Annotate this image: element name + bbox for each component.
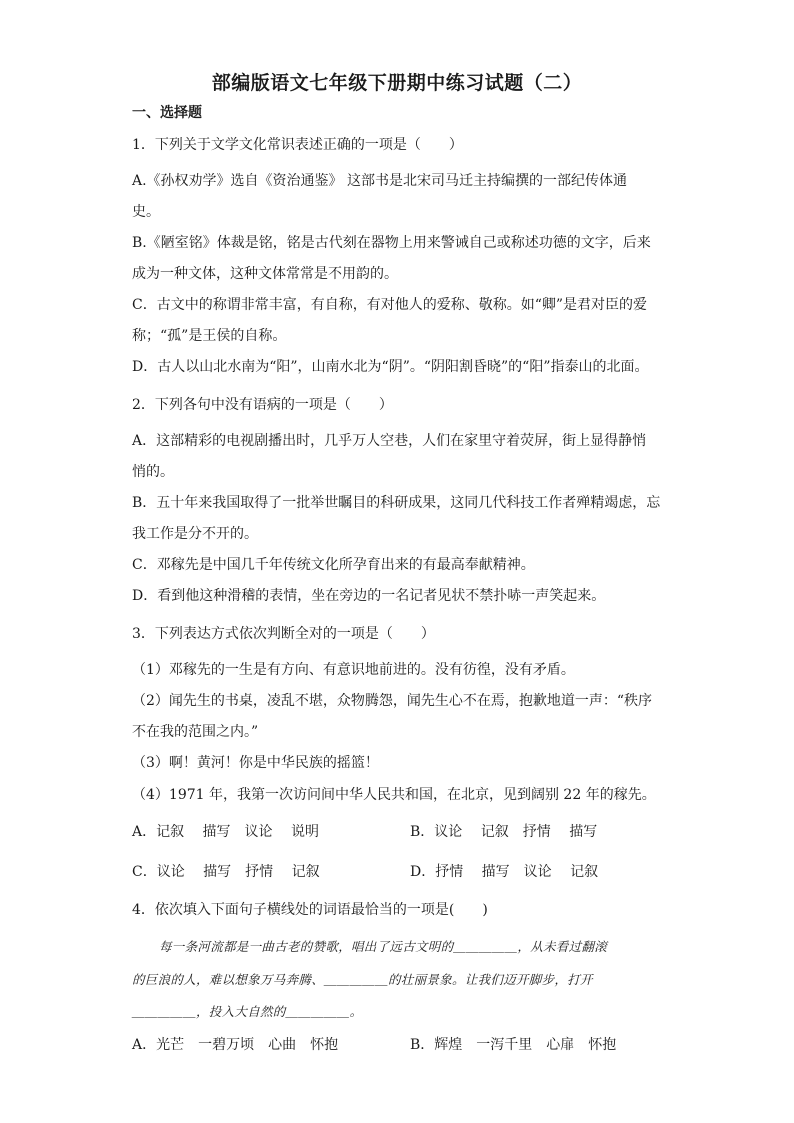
question-1-stem: 1．下列关于文学文化常识表述正确的一项是（ ）: [132, 137, 463, 153]
question-3-option-c: C．议论 描写 抒情 记叙: [132, 864, 320, 880]
question-3-sentence-1: （1）邓稼先的一生是有方向、有意识地前进的。没有彷徨，没有矛盾。: [132, 662, 575, 678]
question-2-option-a-cont: 悄的。: [132, 464, 174, 480]
question-4-option-b: B．辉煌 一泻千里 心扉 怀抱: [410, 1037, 617, 1053]
question-1-option-b: B.《陋室铭》体裁是铭，铭是古代刻在器物上用来警诫自己或称述功德的文字，后来: [132, 235, 651, 251]
question-3-option-a: A．记叙 描写 议论 说明: [132, 824, 320, 840]
question-4-passage-line-1: 每一条河流都是一曲古老的赞歌，唱出了远古文明的＿＿＿＿＿，从未看过翻滚: [159, 939, 608, 954]
question-1-option-a: A.《孙权劝学》选自《资治通鉴》 这部书是北宋司马迁主持编撰的一部纪传体通: [132, 173, 628, 189]
question-3-sentence-4: （4）1971 年，我第一次访问间中华人民共和国，在北京，见到阔别 22 年的稼先。: [132, 787, 656, 803]
question-1-option-d: D．古人以山北水南为“阳”，山南水北为“阴”。“阴阳割昏晓”的“阳”指泰山的北面。: [132, 359, 649, 375]
question-4-passage-line-2: 的巨浪的人，难以想象万马奔腾、＿＿＿＿＿的壮丽景象。让我们迈开脚步，打开: [132, 972, 593, 987]
question-2-option-b-cont: 我工作是分不开的。: [132, 526, 258, 542]
question-2-option-c: C．邓稼先是中国几千年传统文化所孕育出来的有最高奉献精神。: [132, 557, 535, 573]
question-2-stem: 2．下列各句中没有语病的一项是（ ）: [132, 397, 393, 413]
question-3-sentence-2-cont: 不在我的范围之内。”: [132, 724, 259, 740]
question-1-option-c: C．古文中的称谓非常丰富，有自称，有对他人的爱称、敬称。如“卿”是君对臣的爱: [132, 297, 648, 313]
question-3-stem: 3．下列表达方式依次判断全对的一项是（ ）: [132, 626, 435, 642]
question-4-option-a: A．光芒 一碧万顷 心曲 怀抱: [132, 1037, 339, 1053]
question-2-option-b: B．五十年来我国取得了一批举世瞩目的科研成果，这同几代科技工作者殚精竭虑，忘: [132, 495, 661, 511]
question-3-option-d: D．抒情 描写 议论 记叙: [410, 864, 599, 880]
question-1-option-a-cont: 史。: [132, 204, 160, 220]
question-1-option-b-cont: 成为一种文体，这种文体常常是不用韵的。: [132, 266, 398, 282]
question-3-option-b: B．议论 记叙 抒情 描写: [410, 824, 598, 840]
question-2-option-d: D．看到他这种滑稽的表情，坐在旁边的一名记者见状不禁扑哧一声笑起来。: [132, 588, 606, 604]
page-title: 部编版语文七年级下册期中练习试题（二）: [211, 72, 583, 94]
question-4-passage-line-3: ＿＿＿＿＿，投入大自然的＿＿＿＿＿。: [132, 1004, 363, 1019]
section-heading: 一、选择题: [132, 105, 202, 121]
question-3-sentence-2: （2）闻先生的书桌，凌乱不堪，众物腾怨，闻先生心不在焉，抱歉地道一声：“秩序: [132, 693, 653, 709]
question-4-stem: 4．依次填入下面句子横线处的词语最恰当的一项是( ): [132, 902, 488, 918]
question-1-option-c-cont: 称；“孤”是王侯的自称。: [132, 328, 287, 344]
question-2-option-a: A．这部精彩的电视剧播出时，几乎万人空巷，人们在家里守着荧屏，街上显得静悄: [132, 433, 647, 449]
question-3-sentence-3: （3）啊！黄河！你是中华民族的摇篮！: [132, 755, 379, 771]
